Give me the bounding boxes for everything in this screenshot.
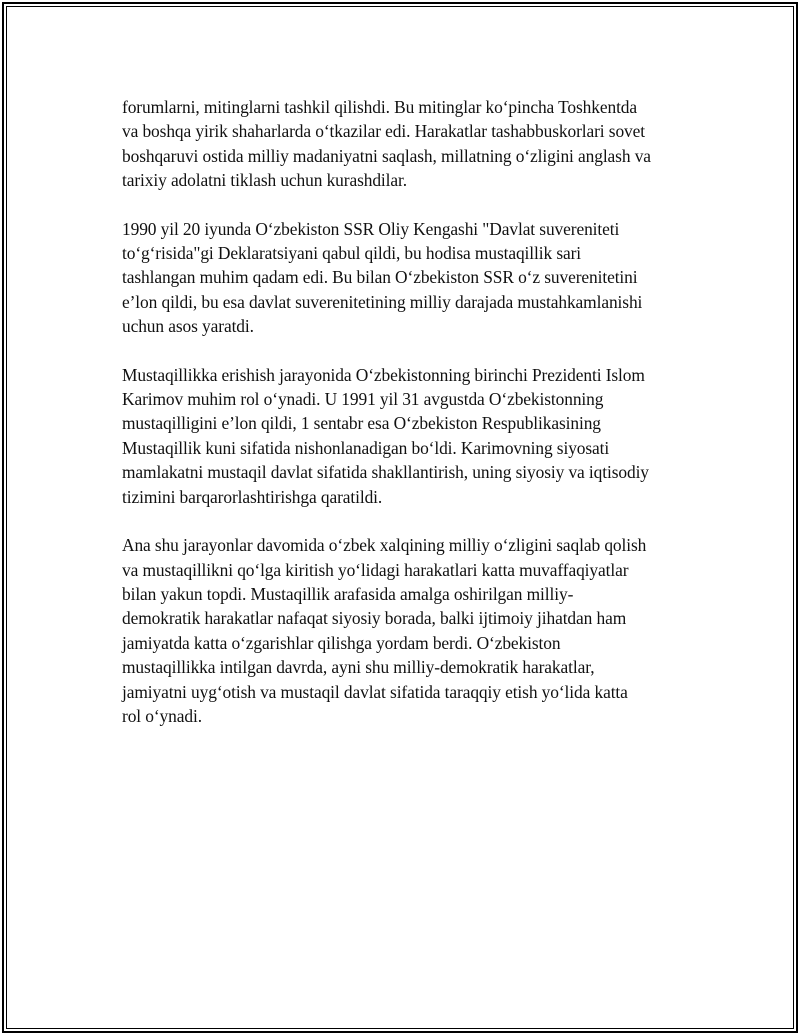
paragraph-independence: Mustaqillikka erishish jarayonida O‘zbekistonning birinchi Prezidenti Islom Karimov muhim rol o‘ynadi. U 1991 yil 31 avgustda O‘zbekistonning mustaqilligini e’lon qildi, 1 sentabr esa O‘zbekiston Respublikasining Mustaqillik kuni sifatida nishonlanadigan bo‘ldi. Karimovning siyosati mamlakatni mustaqil davlat sifatida shakllantirish, uning siyosiy va iqtisodiy tizimini barqarorlashtirishga qaratildi. — [122, 364, 649, 507]
paragraph-sovereignty-declaration: 1990 yil 20 iyunda O‘zbekiston SSR Oliy Kengashi "Davlat suvereniteti to‘g‘risida"gi Deklaratsiyani qabul qildi, bu hodisa mustaqillik sari tashlangan muhim qadam edi. Bu bilan O‘zbekiston SSR o‘z suverenitetini e’lon qildi, bu esa davlat suverenitetining milliy darajada mustahkamlanishi uchun asos yaratdi. — [122, 218, 643, 337]
document-body — [122, 95, 702, 752]
paragraph-conclusion: Ana shu jarayonlar davomida o‘zbek xalqining milliy o‘zligini saqlab qolish va mustaqillikni qo‘lga kiritish yo‘lidagi harakatlari katta muvaffaqiyatlar bilan yakun topdi. Mustaqillik arafasida amalga oshirilgan milliy- demokratik harakatlar nafaqat siyosiy borada, balki ijtimoiy jihatdan ham jamiyatda katta o‘zgarishlar qilishga yordam berdi. O‘zbekiston mustaqillikka intilgan davrda, ayni shu milliy-demokratik harakatlar, jamiyatni uyg‘otish va mustaqil davlat sifatida taraqqiy etish yo‘lida katta rol o‘ynadi. — [122, 535, 647, 726]
paragraph-forums: forumlarni, mitinglarni tashkil qilishdi. Bu mitinglar ko‘pincha Toshkentda va boshqa yirik shaharlarda o‘tkazilar edi. Harakatlar tashabbuskorlari sovet boshqaruvi ostida milliy madaniyatni saqlash, millatning o‘zligini anglash va tarixiy adolatni tiklash uchun kurashdilar. — [122, 97, 651, 191]
page-frame — [2, 2, 798, 1033]
